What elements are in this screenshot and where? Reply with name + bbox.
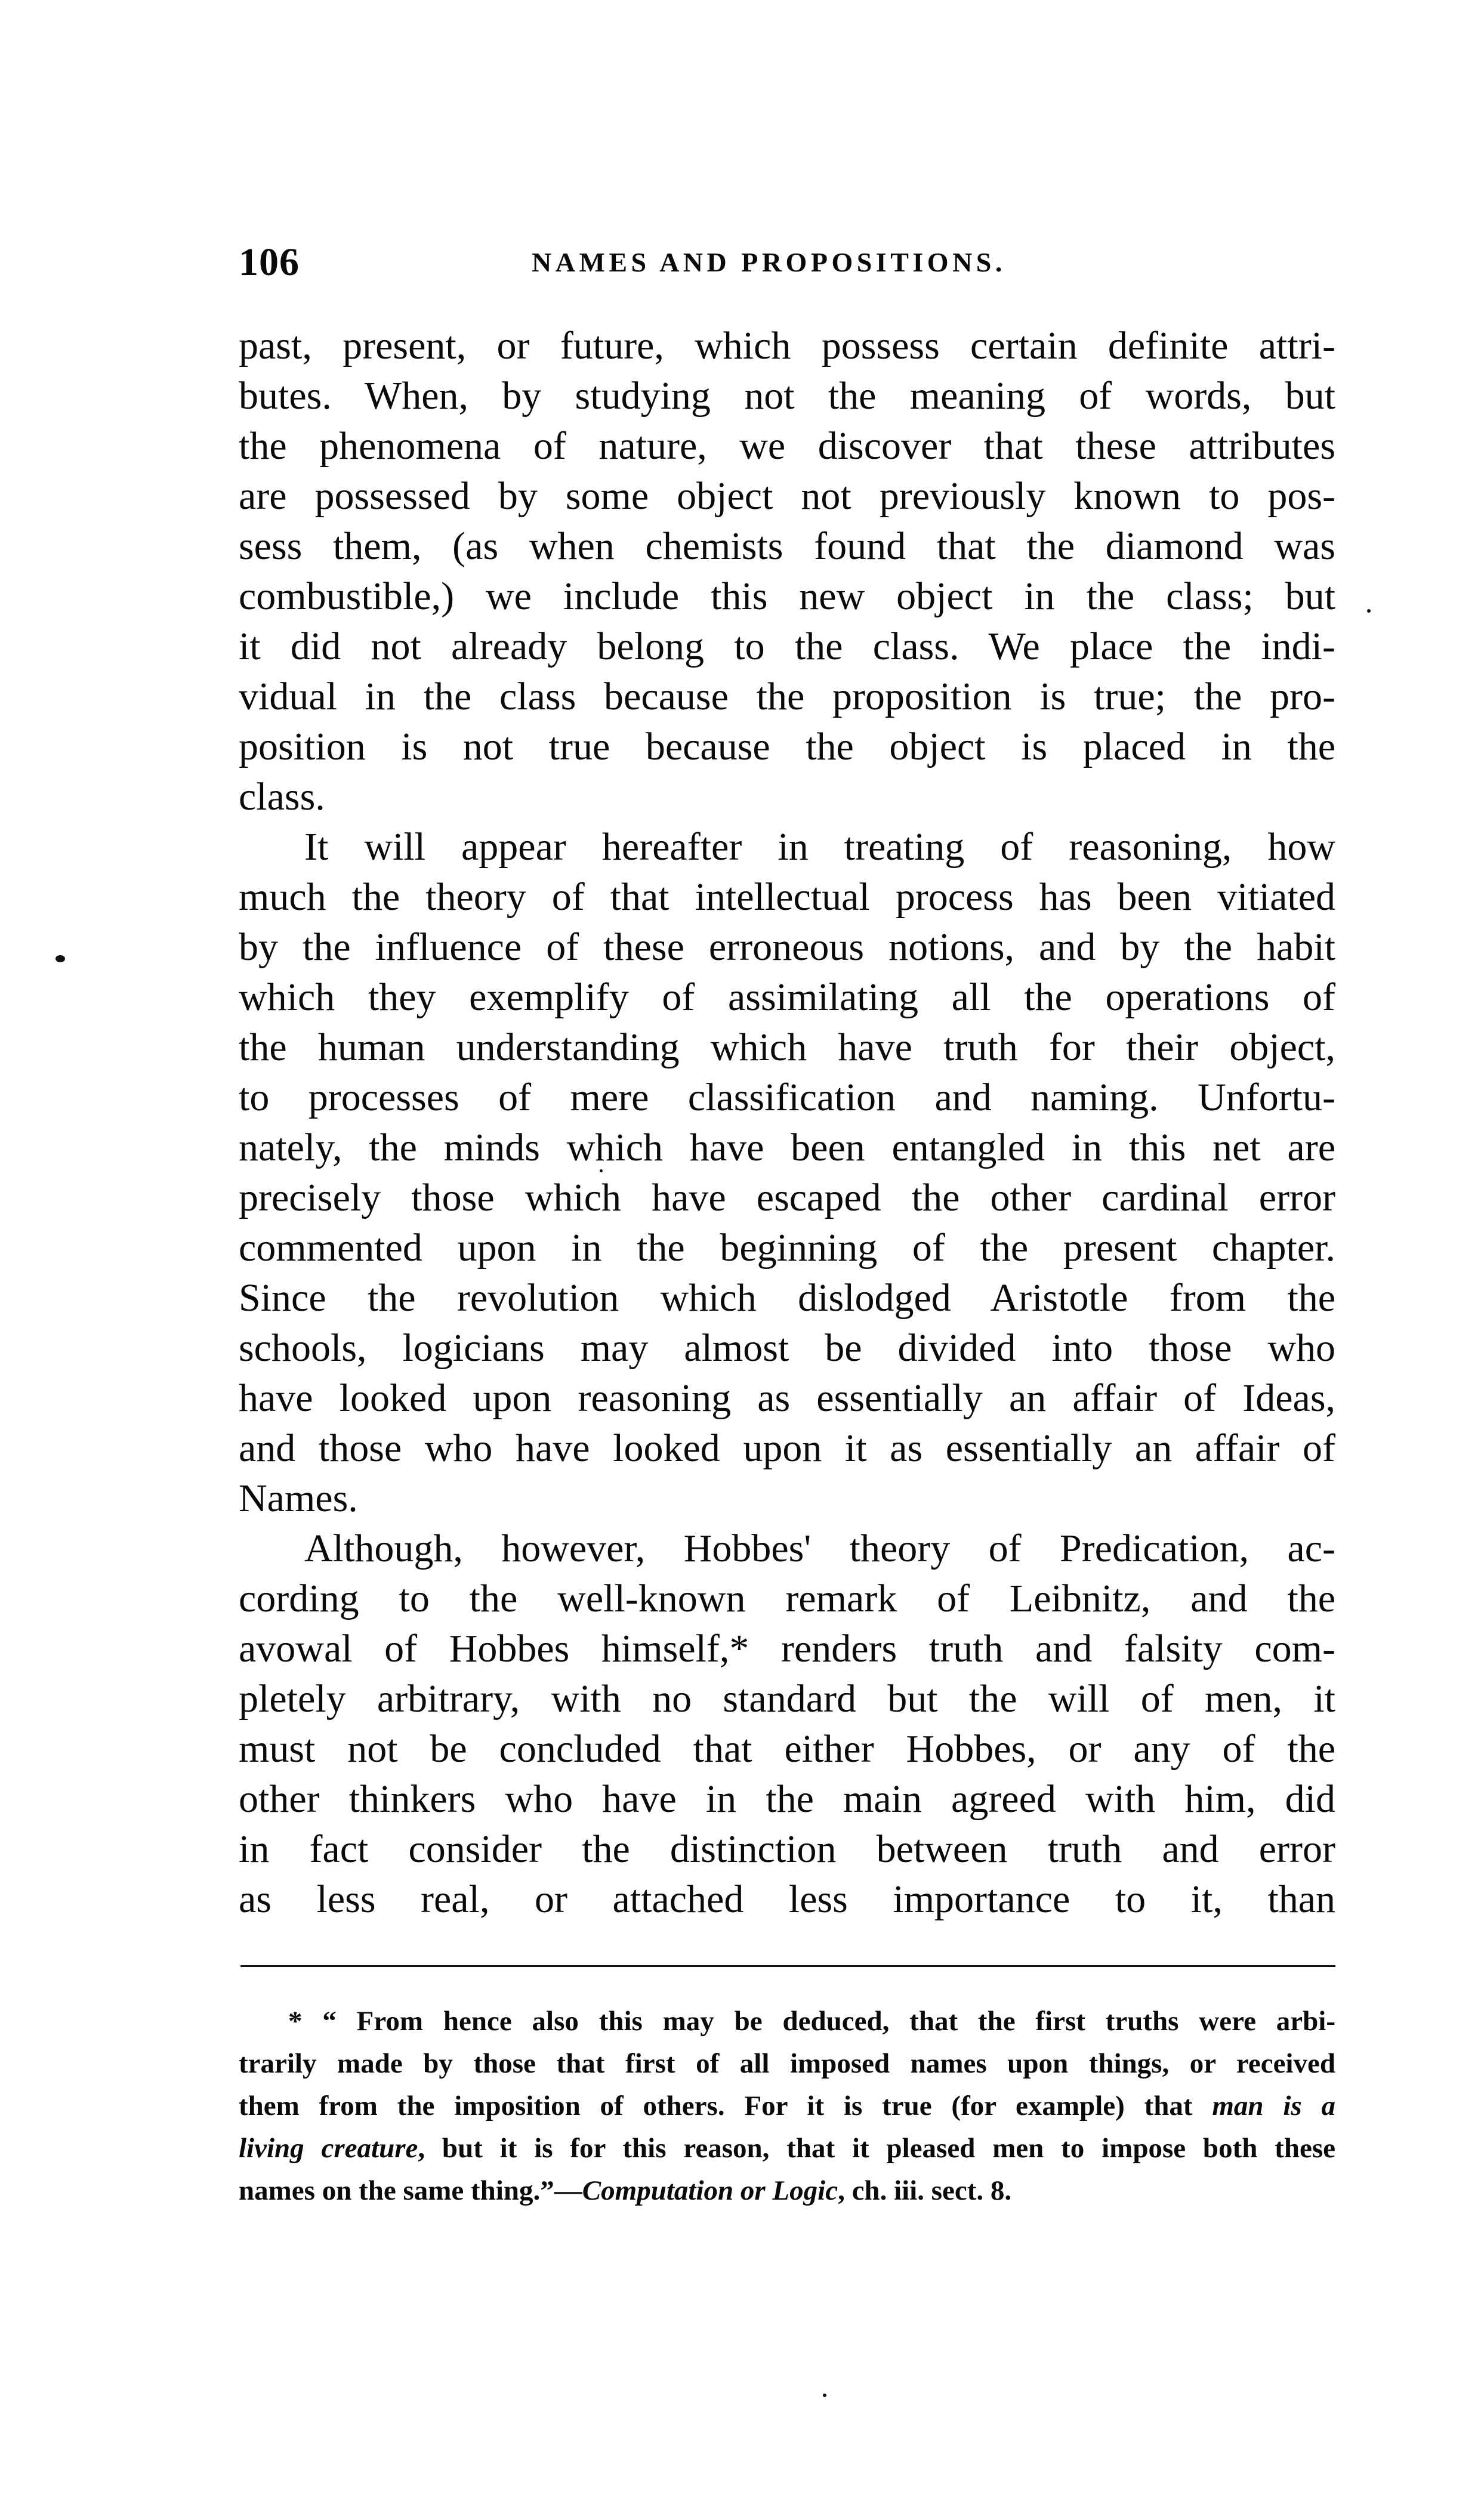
text-line: must not be concluded that either Hobbes, or any of the [239,1727,1335,1771]
text-line: position is not true because the object is placed in the [239,725,1335,768]
footnote-text: * “ From hence also this may be deduced, that the first truths were arbi- [288,2006,1335,2037]
text-line: class. [239,775,325,819]
footnote [239,2000,1335,2212]
running-title: NAMES AND PROPOSITIONS. [532,247,1006,277]
text-line: it did not already belong to the class. We place the indi- [239,625,1335,668]
text-line: It will appear hereafter in treating of reasoning, how [304,825,1335,869]
footnote-text: names on the same thing.”— [239,2175,582,2206]
footnote-line [239,2085,1335,2127]
footnote-text: , but it is for this reason, that it pleased men to impose both these [418,2133,1335,2164]
footnote-italic-text: man is a [1212,2090,1335,2121]
footnote-text: them from the imposition of others. For it is true (for example) that [239,2090,1213,2121]
text-line: commented upon in the beginning of the present chapter. [239,1226,1335,1270]
footnote-text: , ch. iii. sect. 8. [838,2175,1012,2206]
text-line: avowal of Hobbes himself,* renders truth and falsity com- [239,1627,1335,1670]
text-line: as less real, or attached less importance to it, than [239,1877,1335,1921]
text-line: by the influence of these erroneous notions, and by the habit [239,925,1335,969]
text-line: vidual in the class because the proposition is true; the pro- [239,675,1335,718]
text-line: Since the revolution which dislodged Aristotle from the [239,1276,1335,1320]
text-line: which they exemplify of assimilating all the operations of [239,975,1335,1019]
scan-speck [1367,609,1371,613]
text-line: nately, the minds which have been entangled in this net are [239,1126,1335,1169]
text-line: much the theory of that intellectual process has been vitiated [239,875,1335,919]
running-head [239,239,1335,286]
body-text [239,321,1335,1925]
text-line: Names. [239,1477,358,1520]
text-line: cording to the well-known remark of Leibnitz, and the [239,1577,1335,1620]
text-line: Although, however, Hobbes' theory of Predication, ac- [304,1527,1335,1570]
text-line: butes. When, by studying not the meaning of words, but [239,374,1335,418]
scan-speck [55,955,65,962]
footnote-line [239,2127,1335,2170]
page-number: 106 [239,240,300,284]
paragraph-3 [239,1524,1335,1925]
text-line: are possessed by some object not previously known to pos- [239,474,1335,518]
footnote-line [239,2043,1335,2085]
text-line: to processes of mere classification and naming. Unfortu- [239,1076,1335,1119]
text-line: precisely those which have escaped the other cardinal error [239,1176,1335,1219]
footnote-citation-title: Computation or Logic [582,2175,838,2206]
footnote-line [239,2170,1335,2212]
text-line: the phenomena of nature, we discover that these attributes [239,424,1335,468]
paragraph-2 [239,822,1335,1524]
footnote-divider [240,1965,1335,1967]
footnote-italic-text: living creature [239,2133,418,2164]
text-line: sess them, (as when chemists found that the diamond was [239,524,1335,568]
text-line: the human understanding which have truth for their object, [239,1026,1335,1069]
text-line: schools, logicians may almost be divided into those who [239,1326,1335,1370]
text-line: past, present, or future, which possess certain definite attri- [239,324,1335,368]
text-line: have looked upon reasoning as essentially an affair of Ideas, [239,1376,1335,1420]
scan-speck [600,1169,603,1172]
footnote-line [239,2000,1335,2043]
text-line: pletely arbitrary, with no standard but the will of men, it [239,1677,1335,1721]
text-line: in fact consider the distinction between truth and error [239,1827,1335,1871]
scan-speck [823,2394,826,2397]
paragraph-1 [239,321,1335,822]
text-line: and those who have looked upon it as essentially an affair of [239,1426,1335,1470]
text-line: combustible,) we include this new object in the class; but [239,575,1335,618]
footnote-text: trarily made by those that first of all imposed names upon things, or received [239,2048,1335,2079]
text-line: other thinkers who have in the main agreed with him, did [239,1777,1335,1821]
